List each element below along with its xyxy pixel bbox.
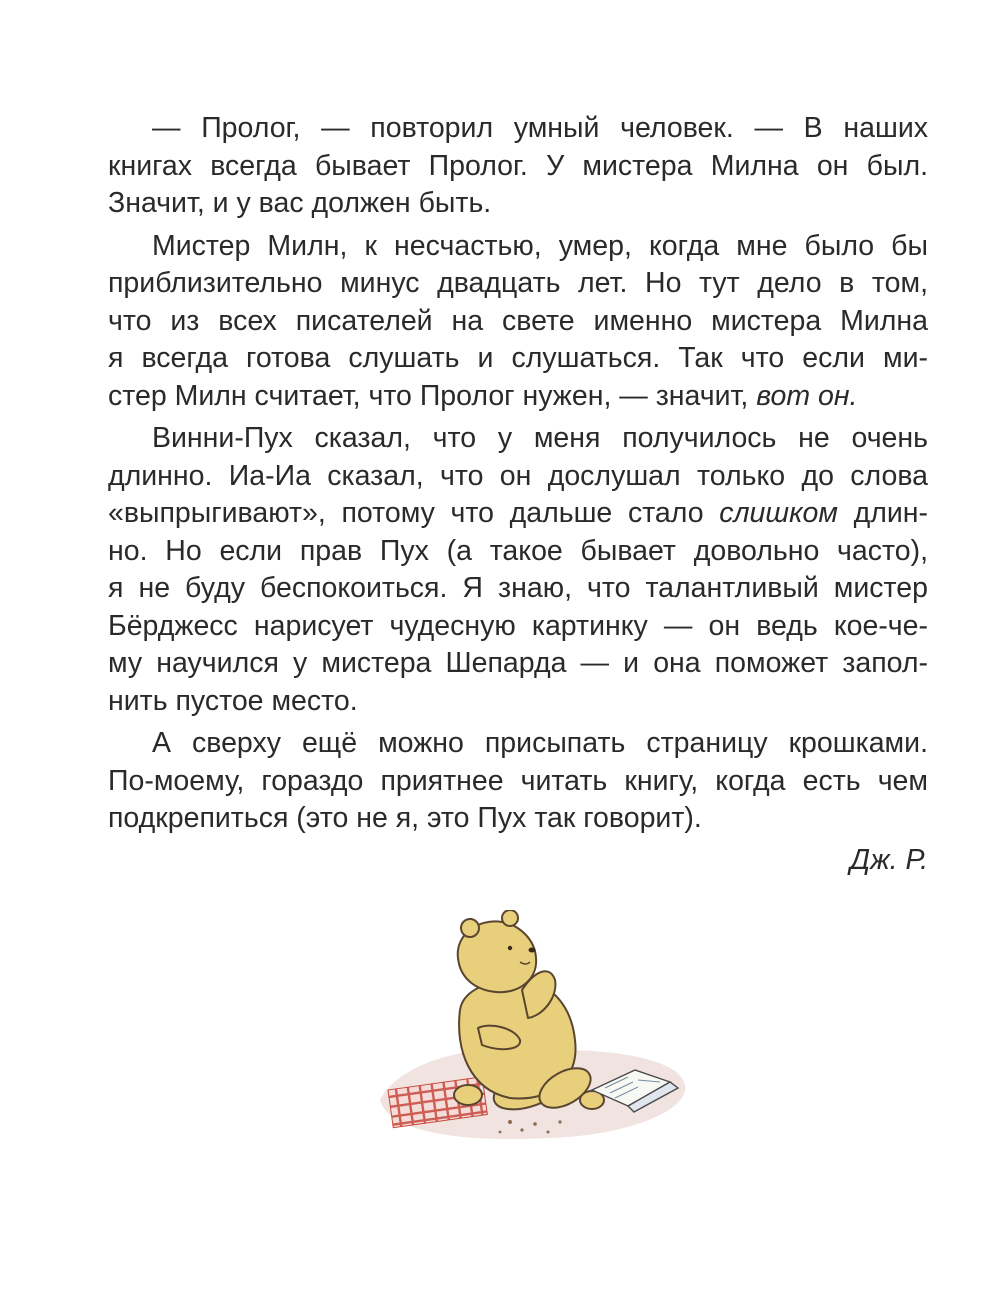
bear-eye xyxy=(508,946,512,950)
text-line xyxy=(108,303,928,341)
text-segment: стер Милн считает, что Пролог нужен, — значит, xyxy=(108,379,757,412)
text-line xyxy=(108,340,928,378)
text-line xyxy=(108,645,928,683)
text-segment: По-моему, гораздо приятнее читать книгу, когда есть чем xyxy=(108,764,928,797)
text-line xyxy=(108,378,928,416)
bear-nose xyxy=(529,948,536,953)
text-segment: я не буду беспокоиться. Я знаю, что талантливый мистер xyxy=(108,572,928,604)
text-segment: му научился у мистера Шепарда — и она поможет запол- xyxy=(108,647,928,679)
text-line xyxy=(108,725,928,763)
paragraph xyxy=(108,725,928,838)
italic-text: слишком xyxy=(719,497,838,529)
text-segment: Винни-Пух сказал, что у меня получилось не очень xyxy=(152,422,928,454)
text-segment: подкрепиться (это не я, это Пух так говорит). xyxy=(108,802,702,834)
text-segment: нить пустое место. xyxy=(108,684,358,717)
text-line xyxy=(108,533,928,571)
bear-reading-book-illustration xyxy=(360,910,690,1150)
text-line xyxy=(108,763,928,801)
text-segment: приблизительно минус двадцать лет. Но тут дело в том, xyxy=(108,267,928,299)
text-segment: но. Но если прав Пух (а такое бывает довольно часто), xyxy=(108,534,928,567)
text-segment: — Пролог, — повторил умный человек. — В наших xyxy=(152,112,928,144)
text-segment: Значит, и у вас должен быть. xyxy=(108,187,492,219)
paragraph xyxy=(108,110,928,223)
text-line xyxy=(108,495,928,533)
text-segment: длин- xyxy=(837,497,928,529)
text-segment: что из всех писателей на свете именно мистера Милна xyxy=(108,304,928,337)
paragraph xyxy=(108,228,928,416)
text-line xyxy=(108,570,928,608)
text-line xyxy=(108,608,928,646)
author-signature: Дж. Р. xyxy=(850,843,928,876)
text-segment: Мистер Милн, к несчастью, умер, когда мне было бы xyxy=(152,229,928,262)
text-line xyxy=(108,148,928,186)
text-segment: я всегда готова слушать и слушаться. Так что если ми- xyxy=(108,342,928,374)
text-line xyxy=(108,458,928,496)
text-line xyxy=(108,185,928,223)
text-line xyxy=(108,228,928,266)
text-line xyxy=(108,683,928,721)
prologue-text xyxy=(108,110,928,879)
text-line xyxy=(108,800,928,838)
text-segment: «выпрыгивают», потому что дальше стало xyxy=(108,497,720,529)
text-line xyxy=(108,110,928,148)
text-line xyxy=(108,420,928,458)
italic-text: вот он. xyxy=(756,379,858,412)
text-segment: А сверху ещё можно присыпать страницу крошками. xyxy=(152,727,928,759)
bear-figure xyxy=(454,910,604,1118)
paragraph xyxy=(108,420,928,720)
text-segment: Бёрджесс нарисует чудесную картинку — он ведь кое-че- xyxy=(108,609,928,642)
text-line xyxy=(108,265,928,303)
text-segment: длинно. Иа-Иа сказал, что он дослушал только до слова xyxy=(108,459,928,492)
text-segment: книгах всегда бывает Пролог. У мистера Милна он был. xyxy=(108,149,928,182)
